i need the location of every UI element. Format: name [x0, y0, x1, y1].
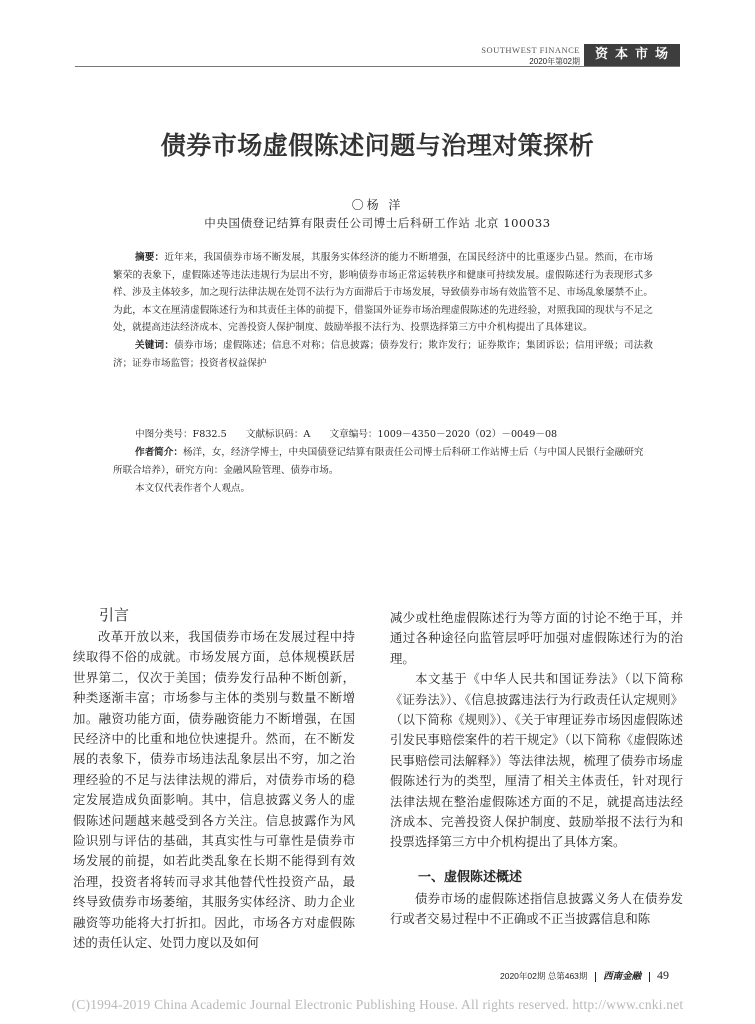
header-divider [75, 66, 680, 67]
intro-paragraph-2: 本文基于《中华人民共和国证券法》（以下简称《证券法》）、《信息披露违法行为行政责任认定规则》（以下简称《规则》）、《关于审理证券市场因虚假陈述引发民事赔偿案件的若干规定》（以下简称《虚假陈述民事赔偿司法解释》）等法律法规，梳理了债券市场虚假陈述行为的类型，厘清了相关主体责任，针对现行法律法规在整治虚假陈述方面的不足，就提高违法经济成本、完善投资人保护制度、鼓励举报不法行为和投票选择第三方中介机构提出了具体方案。 [390, 671, 683, 850]
classification-line: 中图分类号：F832.5 文献标识码：A 文章编号：1009－4350－2020（02）－0049－08 [135, 429, 558, 440]
keywords-paragraph [113, 337, 653, 372]
page-footer [500, 968, 669, 983]
abstract-block [113, 249, 653, 372]
author-affiliation: 中央国债登记结算有限责任公司博士后科研工作站 北京 100033 [204, 216, 551, 230]
abstract-label: 摘要： [135, 252, 165, 263]
section-badge: 资本市场 [584, 44, 680, 66]
footer-journal-name: 西南金融 [603, 971, 642, 982]
section-1-paragraph-1: 债券市场的虚假陈述指信息披露义务人在债券发行或者交易过程中不正确或不正当披露信息和陈 [390, 890, 683, 927]
body-column-left [73, 605, 355, 954]
keywords-label: 关键词： [135, 339, 175, 351]
issue-number: 2020年第02期 [529, 57, 580, 66]
intro-heading: 引言 [99, 606, 130, 624]
bio-label: 作者简介： [135, 447, 183, 458]
disclaimer: 本文仅代表作者个人观点。 [135, 483, 251, 494]
abstract-paragraph [113, 249, 653, 337]
article-meta [113, 426, 653, 498]
intro-paragraph-1-continued: 减少或杜绝虚假陈述行为等方面的讨论不绝于耳，并通过各种途径向监管层呼吁加强对虚假陈述行为的治理。 [390, 610, 683, 666]
bio-text: 杨洋，女，经济学博士，中央国债登记结算有限责任公司博士后科研工作站博士后（与中国人民银行金融研究所联合培养），研究方向：金融风险管理、债券市场。 [113, 447, 644, 476]
intro-paragraph-1: 改革开放以来，我国债券市场在发展过程中持续取得不俗的成就。市场发展方面，总体规模跃居世界第二，仅次于美国；债券发行品种不断创新，种类逐渐丰富；市场参与主体的类别与数量不断增加。融资功能方面，债券融资能力不断增强，在国民经济中的比重和地位快速提升。然而，在不断发展的表象下，债券市场违法乱象层出不穷，加之治理经验的不足与法律法规的滞后，对债券市场的稳定发展造成负面影响。其中，信息披露义务人的虚假陈述问题越来越受到各方关注。信息披露作为风险识别与评估的基础，其真实性与可靠性是债券市场发展的前提，如若此类乱象在长期不能得到有效治理，投资者将转而寻求其他替代性投资产品，最终导致债券市场萎缩，其服务实体经济、助力企业融资等功能将大打折扣。因此，市场各方对虚假陈述的责任认定、处罚力度以及如何 [73, 629, 355, 951]
keywords-text: 债券市场；虚假陈述；信息不对称；信息披露；债券发行；欺诈发行；证券欺诈；集团诉讼；信用评级；司法救济；证券市场监管；投资者权益保护 [113, 339, 653, 369]
page-number: 49 [656, 968, 669, 982]
section-1-heading: 一、虚假陈述概述 [418, 869, 523, 885]
body-column-right [390, 608, 683, 930]
footer-separator [595, 972, 596, 982]
abstract-text: 近年来，我国债券市场不断发展，其服务实体经济的能力不断增强，在国民经济中的比重逐步凸显。然而，在市场繁荣的表象下，虚假陈述等违法违规行为层出不穷，影响债券市场正常运转秩序和健康可持续发展。虚假陈述行为表现形式多样、涉及主体较多，加之现行法律法规在处罚不法行为方面滞后于市场发展，导致债券市场有效监管不足、市场乱象屡禁不止。为此，本文在厘清虚假陈述行为和其责任主体的前提下，借鉴国外证券市场治理虚假陈述的先进经验，对照我国的现状与不足之处，就提高违法经济成本、完善投资人保护制度、鼓励举报不法行为、投票选择第三方中介机构提出了具体建议。 [113, 252, 654, 334]
article-author: 〇杨 洋 [351, 198, 404, 212]
footer-separator [649, 972, 650, 982]
journal-english-name: SOUTHWEST FINANCE [481, 45, 580, 55]
article-title: 债券市场虚假陈述问题与治理对策探析 [160, 131, 595, 160]
footer-issue-info: 2020年02期 总第463期 [500, 971, 588, 981]
author-bio [113, 444, 653, 480]
copyright-watermark: (C)1994-2019 China Academic Journal Electronic Publishing House. All rights reserved. http://www.cnki.net [71, 997, 684, 1012]
